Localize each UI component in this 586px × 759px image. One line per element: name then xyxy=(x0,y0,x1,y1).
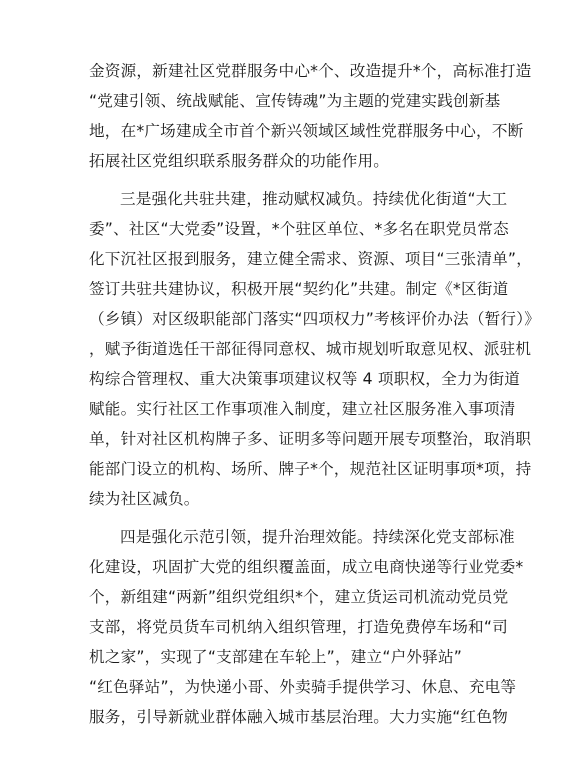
body-text xyxy=(89,56,540,726)
paragraph-line: 个，新组建“两新”组织党组织*个，建立货运司机流动党员党 xyxy=(89,588,509,606)
paragraph-line: 地，在*广场建成全市首个新兴领域区域性党群服务中心，不断 xyxy=(89,122,524,140)
paragraph-line: 拓展社区党组织联系服务群众的功能作用。 xyxy=(89,152,390,170)
paragraph-line: “红色驿站”，为快递小哥、外卖骑手提供学习、休息、充电等 xyxy=(89,678,517,696)
paragraph-line: 金资源，新建社区党群服务中心*个、改造提升*个，高标准打造 xyxy=(89,62,532,80)
paragraph-line: 赋能。实行社区工作事项准入制度，建立社区服务准入事项清 xyxy=(89,400,516,418)
paragraph-line: ，赋予街道选任干部征得同意权、城市规划听取意见权、派驻机 xyxy=(89,340,532,358)
paragraph-line: 委”、社区“大党委”设置，*个驻区单位、*多名在职党员常态 xyxy=(89,220,509,238)
paragraph-line: 服务，引导新就业群体融入城市基层治理。大力实施“红色物 xyxy=(89,708,508,726)
paragraph-line: （乡镇）对区级职能部门落实“四项权力”考核评价办法（暂行）》 xyxy=(89,310,540,328)
paragraph-line: 续为社区减负。 xyxy=(89,490,200,508)
paragraph-first-line: 四是强化示范引领，提升治理效能。持续深化党支部标准 xyxy=(120,528,515,546)
paragraph-line: 构综合管理权、重大决策事项建议权等 4 项职权，全力为街道 xyxy=(89,370,521,388)
paragraph-line: 化建设，巩固扩大党的组织覆盖面，成立电商快递等行业党委* xyxy=(89,558,524,576)
paragraph-line: 签订共驻共建协议，积极开展“契约化”共建。制定《*区街道 xyxy=(89,280,509,298)
paragraph-line: 支部，将党员货车司机纳入组织管理，打造免费停车场和“司 xyxy=(89,618,508,636)
paragraph-line: 机之家”，实现了“支部建在车轮上”，建立“户外驿站” xyxy=(89,648,463,666)
paragraph-line: 能部门设立的机构、场所、牌子*个，规范社区证明事项*项，持 xyxy=(89,460,532,478)
paragraph-line: 化下沉社区报到服务，建立健全需求、资源、项目“三张清单”， xyxy=(89,250,532,268)
paragraph-first-line: 三是强化共驻共建，推动赋权减负。持续优化街道“大工 xyxy=(120,190,508,208)
paragraph-line: 单，针对社区机构牌子多、证明多等问题开展专项整治，取消职 xyxy=(89,430,532,448)
paragraph-line: “党建引领、统战赋能、宣传铸魂”为主题的党建实践创新基 xyxy=(89,92,501,110)
